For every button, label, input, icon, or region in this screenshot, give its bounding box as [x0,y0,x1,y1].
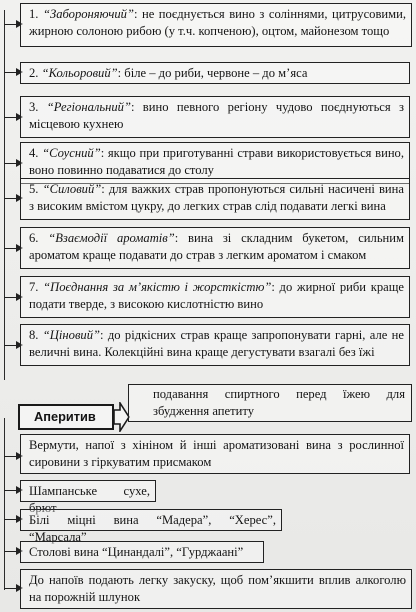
aperitif-item-2: Шампанське сухе, брют [20,480,156,502]
arrow [4,588,21,589]
arrow [4,551,21,552]
rule-box-3: 3. “Регіональний”: вино певного регіону чудово поєднуються з місцевою кухнею [20,96,410,138]
connector-line [4,418,5,590]
rule-box-6: 6. “Взаємодії ароматів”: вина зі складним букетом, сильним ароматом краще подавати до страв з легким ароматом і смаком [20,227,410,269]
arrow [4,345,21,346]
aperitif-definition-box [128,384,412,422]
rule-name: “Силовий” [42,182,102,196]
arrow [4,198,21,199]
arrow [4,163,21,164]
rule-box-8: 8. “Ціновий”: до рідкісних страв краще запропонувати гарні, але не величні вина. Колекційні вина краще дегустувати взагалі без їжі [20,324,410,366]
arrow [4,248,21,249]
arrow [4,24,21,25]
arrow [4,456,21,457]
rule-box-2: 2. “Кольоровий”: біле – до риби, червоне – до м’яса [20,62,410,84]
rule-name: “Взаємодії ароматів” [48,231,175,245]
aperitif-item-1: Вермути, напої з хініном й інші ароматизовані вина з рослинної сировини з гіркуватим присмаком [20,434,410,474]
arrow [4,490,21,491]
arrow [4,297,21,298]
aperitif-definition: подавання спиртного перед їжею для збудження апетиту [153,387,405,418]
rule-name: “Соусний” [42,146,101,160]
rule-box-5: 5. “Силовий”: для важких страв пропонуються сильні насичені вина з високим вмістом цукру, до легких страв слід подавати легкі вина [20,178,410,220]
rule-name: “Кольоровий” [41,66,118,80]
arrow [4,117,21,118]
connector-line [4,10,5,380]
rule-box-4: 4. “Соусний”: якщо при приготуванні страви використовується вино, воно повинно подаватися до столу [20,142,410,184]
rule-box-7: 7. “Поєднання за м’якістю і жорсткістю”: до жирної риби краще подати тверде, з високою кислотністю вино [20,276,410,318]
aperitif-item-4: Столові вина “Цинандалі”, “Гурджаані” [20,541,264,563]
rule-name: “Ціновий” [42,328,101,342]
rule-name: “Поєднання за м’якістю і жорсткістю” [43,280,272,294]
aperitif-item-5: До напоїв подають легку закуску, щоб пом’якшити вплив алкоголю на порожній шлунок [20,569,412,609]
arrow [4,519,21,520]
aperitif-title: Аперитив [34,409,96,424]
rule-name: “Регіональний” [46,100,131,114]
aperitif-title-box [18,404,114,430]
aperitif-item-3: Білі міцні вина “Мадера”, “Херес”, “Марсала” [20,509,282,531]
arrow [4,72,21,73]
rule-box-1: 1. “Забороняючий”: не поєднується вино з соліннями, цитрусовими, жирною солоною рибою (у т.ч. копченою), оцтом, майонезом тощо [20,3,412,47]
rule-name: “Забороняючий” [42,7,134,21]
